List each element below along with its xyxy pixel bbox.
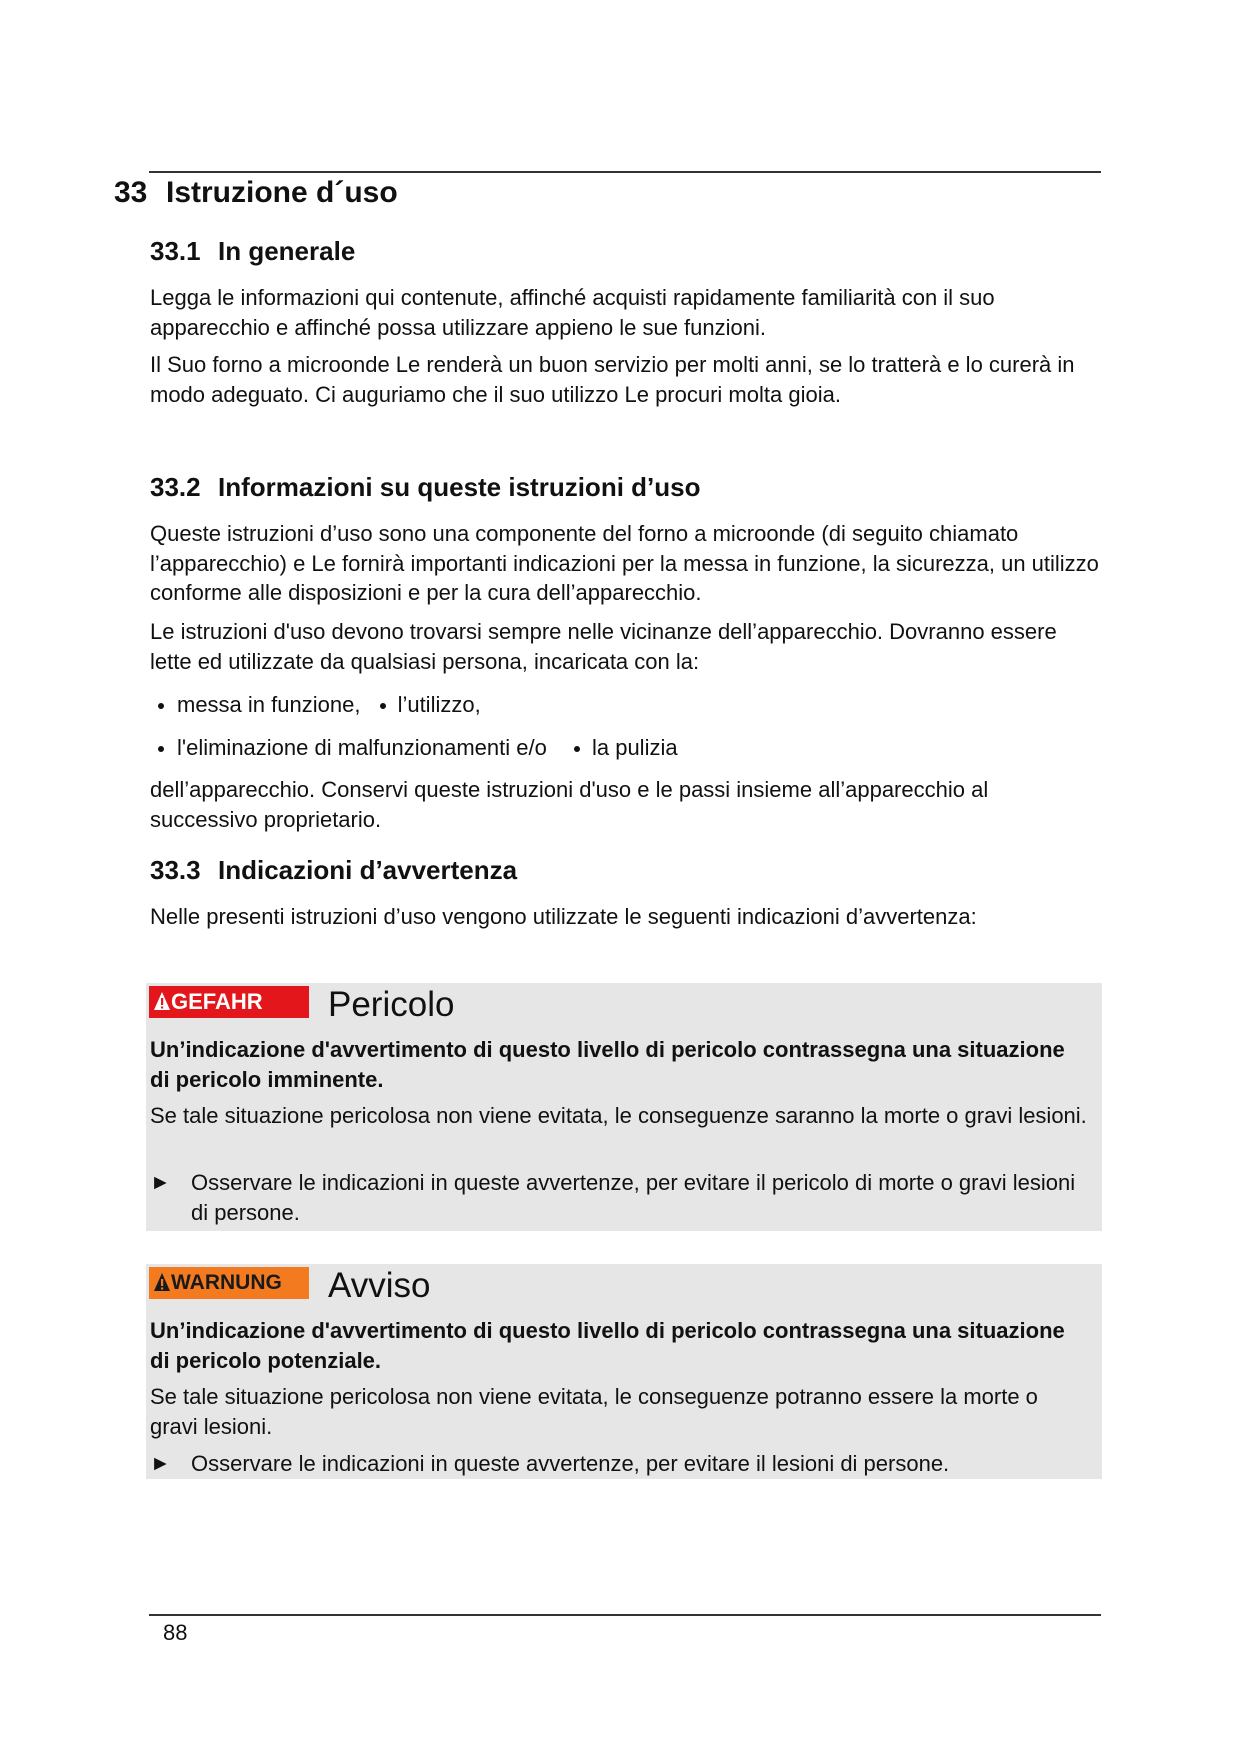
- box-action: [150, 1168, 1090, 1227]
- section-title: Indicazioni d’avvertenza: [218, 855, 518, 885]
- paragraph: Nelle presenti istruzioni d’uso vengono utilizzate le seguenti indicazioni d’avvertenza:: [150, 904, 977, 929]
- chapter-heading: [114, 176, 398, 210]
- box-action-text: Osservare le indicazioni in queste avvertenze, per evitare il lesioni di persone.: [191, 1451, 950, 1476]
- box-bold-text: Un’indicazione d'avvertimento di questo livello di pericolo contrassegna una situazione di pericolo potenziale.: [150, 1318, 1065, 1373]
- box-action-text: Osservare le indicazioni in queste avvertenze, per evitare il pericolo di morte o gravi lesioni di persone.: [191, 1170, 1076, 1225]
- danger-warning-box: [146, 983, 1102, 1231]
- signal-word-label: [149, 986, 309, 1018]
- section-heading-general: [150, 236, 355, 267]
- section-heading-instructions: [150, 472, 700, 503]
- list-item: l’utilizzo,: [371, 690, 481, 719]
- section-title: In generale: [218, 236, 356, 266]
- footer-rule: [149, 1614, 1101, 1616]
- bullet-row: [150, 690, 481, 719]
- paragraph: dell’apparecchio. Conservi queste istruzioni d'uso e le passi insieme all’apparecchio al successivo proprietario.: [150, 777, 989, 832]
- bullet-row: [150, 733, 678, 762]
- warning-triangle-icon: [153, 1272, 171, 1292]
- signal-word-text: WARNUNG: [171, 1271, 282, 1294]
- page-number: 88: [163, 1620, 188, 1645]
- box-bold-text: Un’indicazione d'avvertimento di questo livello di pericolo contrassegna una situazione di pericolo imminente.: [150, 1037, 1065, 1092]
- signal-word-label: [149, 1267, 309, 1299]
- paragraph: Legga le informazioni qui contenute, affinché acquisti rapidamente familiarità con il suo apparecchio e affinché possa utilizzare appieno le sue funzioni.: [150, 285, 995, 340]
- box-title: Avviso: [328, 1266, 431, 1305]
- box-title: Pericolo: [328, 985, 455, 1024]
- paragraph: Queste istruzioni d’uso sono una componente del forno a microonde (di seguito chiamato l’apparecchio) e Le fornirà importanti indicazioni per la messa in funzione, la sicurezza, un utilizzo conforme alle disposizioni e per la cura dell’apparecchio.: [150, 521, 1099, 605]
- paragraph: Il Suo forno a microonde Le renderà un buon servizio per molti anni, se lo tratterà e lo curerà in modo adeguato. Ci auguriamo che il suo utilizzo Le procuri molta gioia.: [150, 352, 1075, 407]
- section-title: Informazioni su queste istruzioni d’uso: [218, 472, 701, 502]
- list-item: la pulizia: [565, 733, 678, 762]
- warning-triangle-icon: [153, 991, 171, 1011]
- section-number: 33.2: [150, 472, 201, 502]
- header-rule: [149, 171, 1101, 173]
- list-item: messa in funzione,: [150, 690, 360, 719]
- warning-box: [146, 1264, 1102, 1479]
- box-text: Se tale situazione pericolosa non viene evitata, le conseguenze saranno la morte o gravi lesioni.: [150, 1103, 1087, 1128]
- section-heading-warnings: [150, 855, 517, 886]
- box-text: Se tale situazione pericolosa non viene evitata, le conseguenze potranno essere la morte o gravi lesioni.: [150, 1384, 1038, 1439]
- chapter-title: Istruzione d´uso: [166, 176, 398, 209]
- section-number: 33.3: [150, 855, 201, 885]
- arrow-icon: ►: [150, 1171, 171, 1194]
- chapter-number: 33: [114, 176, 148, 209]
- section-number: 33.1: [150, 236, 201, 266]
- box-action: [150, 1449, 1090, 1479]
- signal-word-text: GEFAHR: [171, 989, 263, 1014]
- arrow-icon: ►: [150, 1452, 171, 1475]
- list-item: l'eliminazione di malfunzionamenti e/o: [150, 733, 547, 762]
- paragraph: Le istruzioni d'uso devono trovarsi sempre nelle vicinanze dell’apparecchio. Dovranno essere lette ed utilizzate da qualsiasi persona, incaricata con la:: [150, 619, 1057, 674]
